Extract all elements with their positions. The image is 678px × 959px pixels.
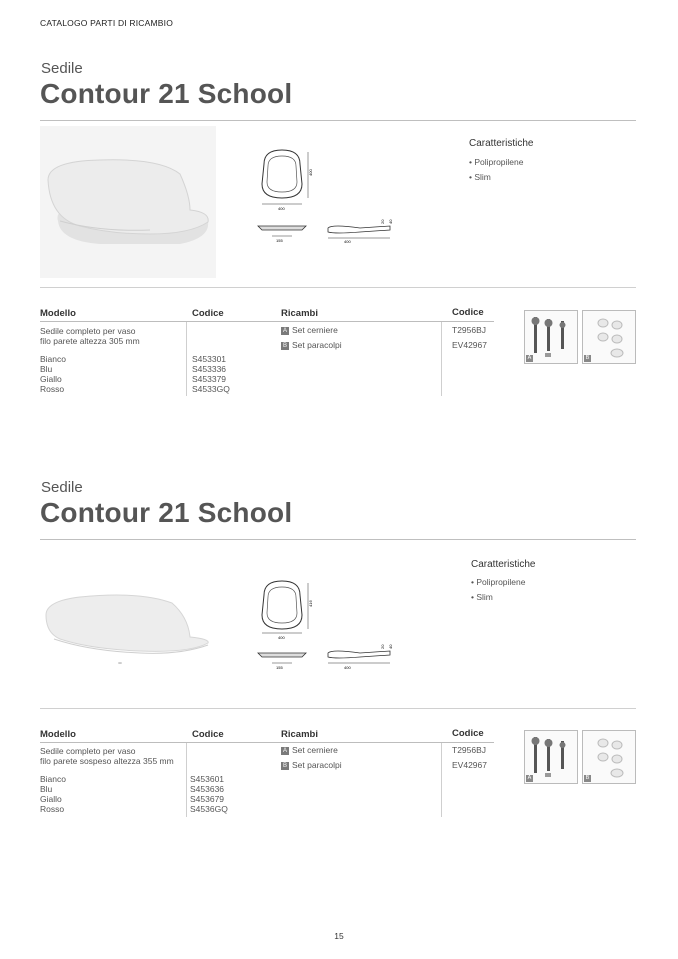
dim-hinge: 155 (276, 665, 283, 670)
product-section-2 (0, 479, 678, 899)
thumb-label: B (585, 775, 590, 781)
spare-code: EV42967 (452, 760, 487, 770)
page-number: 15 (334, 931, 344, 941)
spare-label: Set cerniere (292, 325, 338, 335)
product-title: Contour 21 School (40, 78, 293, 109)
col-separator (186, 743, 187, 817)
product-photo (40, 126, 216, 278)
buffer-set-thumbnail (582, 310, 636, 364)
col-header-spares: Ricambi (281, 729, 318, 740)
feature-item: • Polipropilene (469, 157, 524, 167)
col-separator (441, 743, 442, 817)
title-divider (40, 539, 636, 540)
spare-code: EV42967 (452, 340, 487, 350)
dim-depth: 400 (308, 169, 313, 176)
feature-item: • Polipropilene (471, 577, 526, 587)
product-photo (40, 577, 216, 677)
spare-item (281, 745, 338, 755)
feature-item: • Slim (471, 592, 493, 602)
catalog-header: CATALOGO PARTI DI RICAMBIO (40, 18, 174, 28)
thumb-label: A (527, 355, 532, 361)
hinge-set-thumbnail (524, 310, 578, 364)
product-section-1 (0, 60, 678, 480)
col-header-spare-code: Codice (452, 307, 484, 318)
product-category: Sedile (41, 60, 83, 77)
col-separator (186, 322, 187, 396)
product-category: Sedile (41, 479, 83, 496)
table-divider (40, 287, 636, 288)
buffer-set-thumbnail (582, 730, 636, 784)
thumb-label: B (585, 355, 590, 361)
col-header-code: Codice (192, 729, 224, 740)
model-description: Sedile completo per vaso filo parete altezza 305 mm (40, 326, 140, 346)
spare-label: Set paracolpi (292, 340, 342, 350)
col-header-model: Modello (40, 729, 76, 740)
spare-badge: B (282, 343, 287, 349)
dim-height-a: 20 (380, 644, 385, 649)
table-header-line (40, 742, 494, 743)
product-title: Contour 21 School (40, 497, 293, 528)
technical-drawing (250, 577, 410, 685)
technical-drawing (250, 146, 410, 254)
model-description: Sedile completo per vaso filo parete sospeso altezza 355 mm (40, 746, 174, 766)
col-separator (441, 322, 442, 396)
dim-depth: 416 (308, 600, 313, 607)
thumb-label: A (527, 775, 532, 781)
spare-item (281, 760, 342, 770)
col-header-code: Codice (192, 308, 224, 319)
toilet-seat-image (40, 577, 216, 677)
feature-item: • Slim (469, 172, 491, 182)
code-list: S453601 S453636 S453679 S4536GQ (190, 774, 228, 814)
dim-height-a: 20 (380, 219, 385, 224)
dim-side-length: 400 (344, 239, 351, 244)
spare-badge: A (282, 748, 287, 754)
table-divider (40, 708, 636, 709)
dim-height-b: 40 (388, 644, 393, 649)
spare-badge: A (282, 328, 287, 334)
spare-badge: B (282, 763, 287, 769)
code-list: S453301 S453336 S453379 S4533GQ (192, 354, 230, 394)
features-title: Caratteristiche (471, 559, 536, 570)
color-list: Bianco Blu Giallo Rosso (40, 354, 66, 394)
spare-label: Set cerniere (292, 745, 338, 755)
features-title: Caratteristiche (469, 138, 534, 149)
toilet-seat-image (40, 126, 216, 278)
col-header-model: Modello (40, 308, 76, 319)
dim-height-b: 40 (388, 219, 393, 224)
hinge-set-thumbnail (524, 730, 578, 784)
spare-item (281, 325, 338, 335)
spare-label: Set paracolpi (292, 760, 342, 770)
spare-item (281, 340, 342, 350)
col-header-spare-code: Codice (452, 728, 484, 739)
table-header-line (40, 321, 494, 322)
dim-width: 400 (278, 206, 285, 211)
col-header-spares: Ricambi (281, 308, 318, 319)
dim-hinge: 155 (276, 238, 283, 243)
dim-width: 400 (278, 635, 285, 640)
title-divider (40, 120, 636, 121)
color-list: Bianco Blu Giallo Rosso (40, 774, 66, 814)
dim-side-length: 400 (344, 665, 351, 670)
spare-code: T2956BJ (452, 745, 487, 755)
spare-code: T2956BJ (452, 325, 487, 335)
